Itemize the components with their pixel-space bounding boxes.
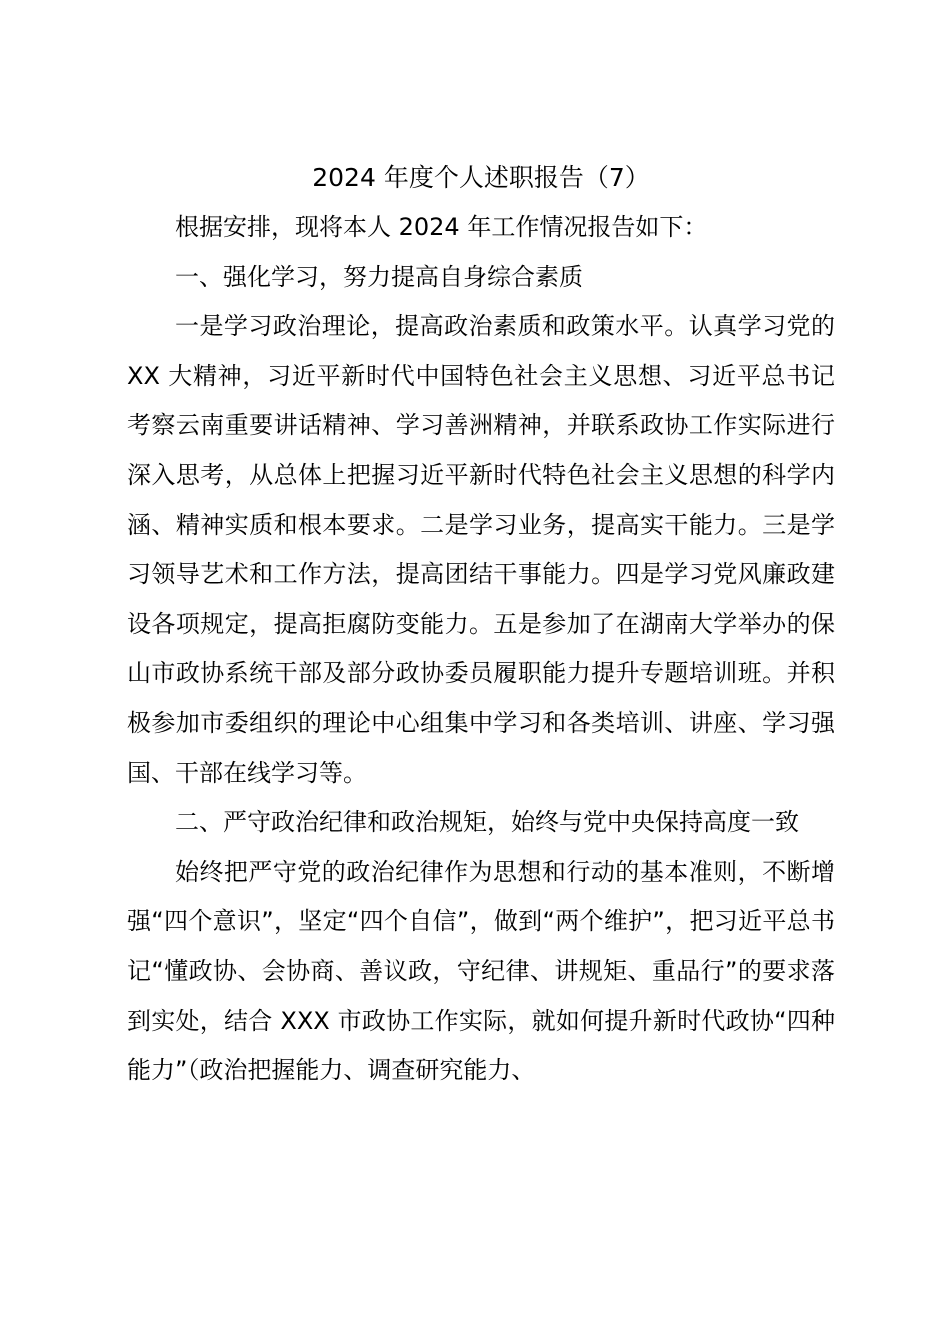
section-2-body: 始终把严守党的政治纪律作为思想和行动的基本准则，不断增强“四个意识”，坚定“四个自信”，做到“两个维护”，把习近平总书记“懂政协、会协商、善议政，守纪律、讲规矩、重品行”的要求落到实处，结合 XXX 市政协工作实际，就如何提升新时代政协“四种能力”（政治把握能力、调查研究能力、	[127, 857, 835, 1085]
intro-paragraph: 根据安排，现将本人 2024 年工作情况报告如下：	[175, 213, 708, 241]
section-1-heading: 一、强化学习，努力提高自身综合素质	[175, 262, 583, 291]
section-1-body: 一是学习政治理论，提高政治素质和政策水平。认真学习党的 XX 大精神，习近平新时代中国特色社会主义思想、习近平总书记考察云南重要讲话精神、学习善洲精神，并联系政协工作实际进行深入思考，从总体上把握习近平新时代特色社会主义思想的科学内涵、精神实质和根本要求。二是学习业务，提高实干能力。三是学习领导艺术和工作方法，提高团结干事能力。四是学习党风廉政建设各项规定，提高拒腐防变能力。五是参加了在湖南大学举办的保山市政协系统干部及部分政协委员履职能力提升专题培训班。并积极参加市委组织的理论中心组集中学习和各类培训、讲座、学习强国、干部在线学习等。	[127, 312, 835, 787]
document-title: 2024 年度个人述职报告（7）	[312, 163, 650, 192]
document-body	[127, 153, 835, 1096]
section-2-heading: 二、严守政治纪律和政治规矩，始终与党中央保持高度一致	[175, 808, 799, 837]
